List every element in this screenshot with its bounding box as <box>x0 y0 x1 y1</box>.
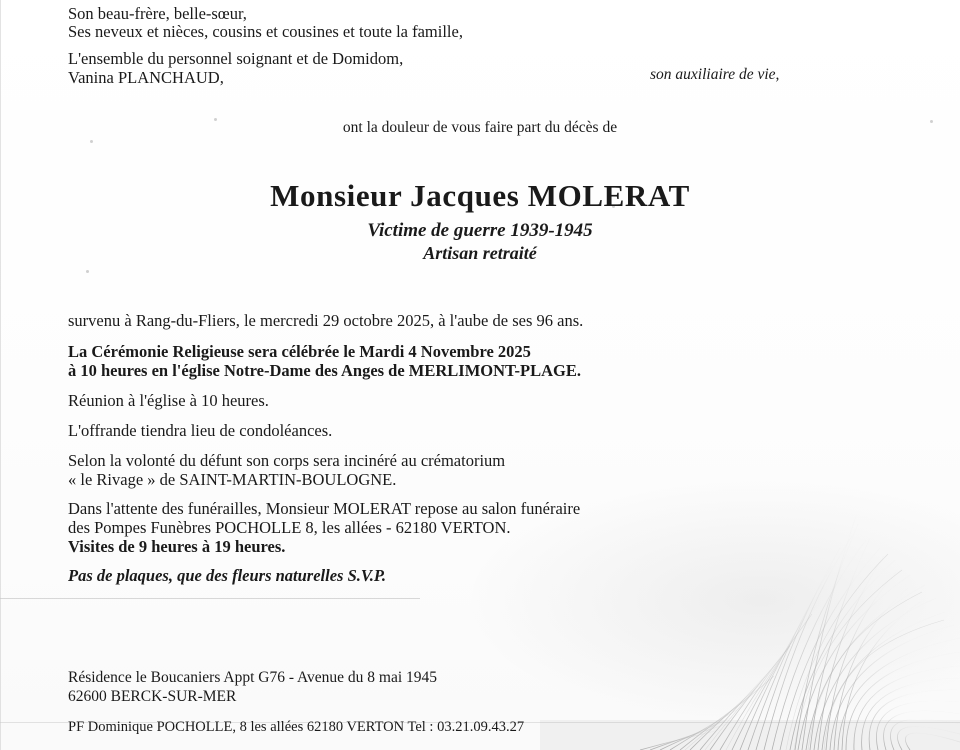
caregiver-role: son auxiliaire de vie, <box>650 66 780 83</box>
scan-hairline <box>0 598 420 599</box>
cremation-line-1: Selon la volonté du défunt son corps sera incinéré au crématorium <box>68 451 506 470</box>
family-line-2: Ses neveux et nièces, cousins et cousines et toute la famille, <box>68 22 463 41</box>
footer-line: PF Dominique POCHOLLE, 8 les allées 62180 VERTON Tel : 03.21.09.43.27 <box>68 719 525 735</box>
family-line-1: Son beau-frère, belle-sœur, <box>68 4 247 23</box>
announce-line: ont la douleur de vous faire part du décès de <box>342 119 618 136</box>
paper-speckle <box>86 270 89 273</box>
funeral-home-line-1: Dans l'attente des funérailles, Monsieur MOLERAT repose au salon funéraire <box>68 499 581 518</box>
paper-speckle <box>90 140 93 143</box>
scan-hairline <box>0 0 1 750</box>
death-line: survenu à Rang-du-Fliers, le mercredi 29 octobre 2025, à l'aube de ses 96 ans. <box>68 311 584 330</box>
cremation-line-2: « le Rivage » de SAINT-MARTIN-BOULOGNE. <box>68 470 397 489</box>
grass-decoration <box>540 420 960 750</box>
deceased-name: Monsieur Jacques MOLERAT <box>270 178 690 213</box>
staff-line-2: Vanina PLANCHAUD, <box>68 68 224 87</box>
address-line-2: 62600 BERCK-SUR-MER <box>68 688 237 705</box>
address-line-1: Résidence le Boucaniers Appt G76 - Avenue du 8 mai 1945 <box>68 669 438 686</box>
ceremony-line-1: La Cérémonie Religieuse sera célébrée le Mardi 4 Novembre 2025 <box>68 342 531 361</box>
staff-line-1: L'ensemble du personnel soignant et de Domidom, <box>68 49 404 68</box>
flowers-note: Pas de plaques, que des fleurs naturelles S.V.P. <box>68 566 386 585</box>
ceremony-line-2: à 10 heures en l'église Notre-Dame des Anges de MERLIMONT-PLAGE. <box>68 361 582 380</box>
visits-line: Visites de 9 heures à 19 heures. <box>68 537 286 556</box>
gathering-line: Réunion à l'église à 10 heures. <box>68 391 269 410</box>
offering-line: L'offrande tiendra lieu de condoléances. <box>68 421 333 440</box>
deceased-subtitle-2: Artisan retraité <box>423 243 537 263</box>
funeral-home-line-2: des Pompes Funèbres POCHOLLE 8, les allées - 62180 VERTON. <box>68 518 511 537</box>
deceased-subtitle-1: Victime de guerre 1939-1945 <box>367 220 593 241</box>
